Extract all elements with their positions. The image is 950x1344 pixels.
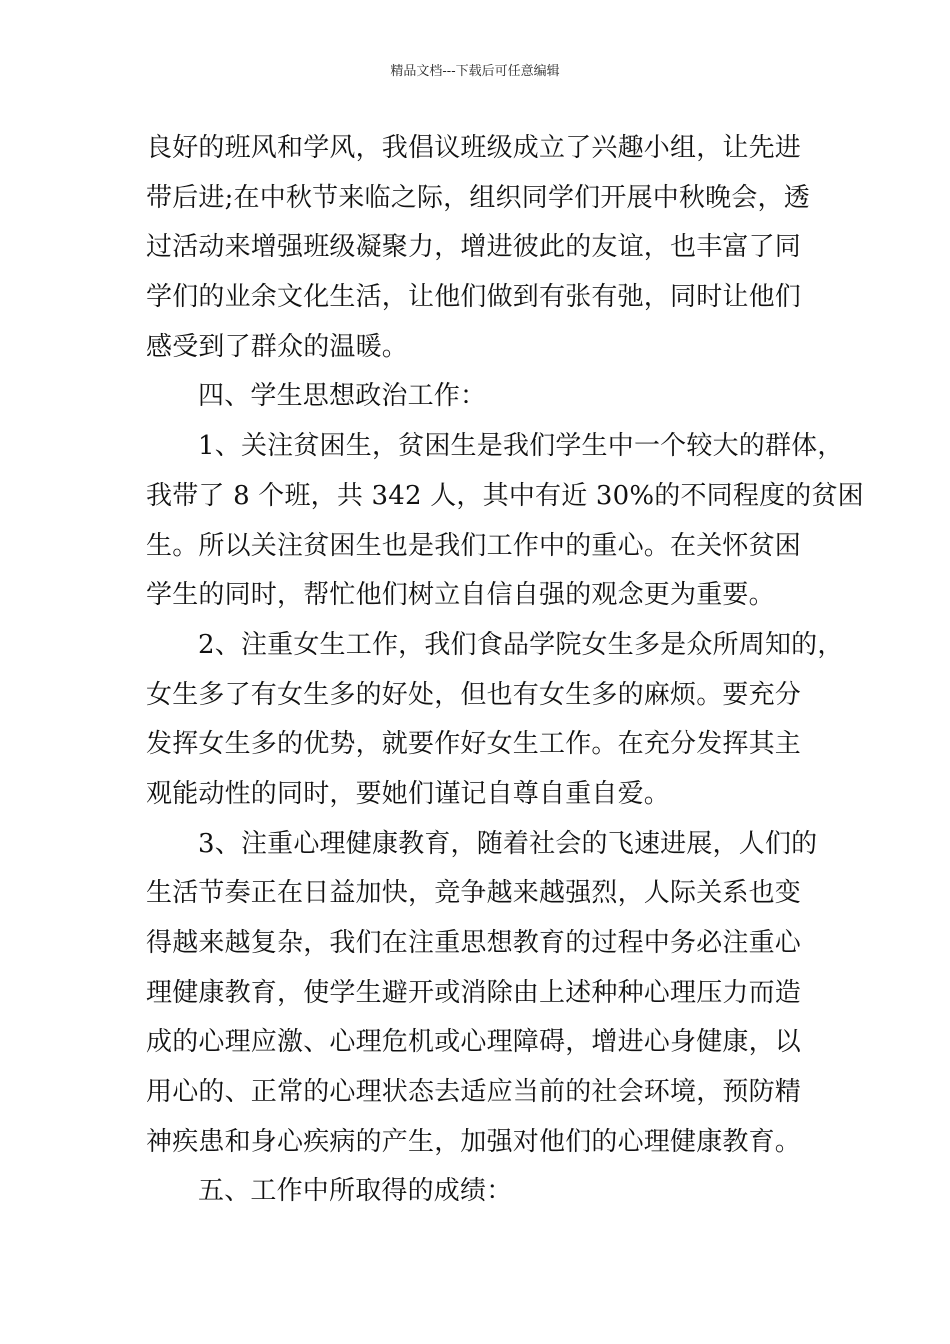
text-line: 神疾患和身心疾病的产生，加强对他们的心理健康教育。 [146, 1126, 802, 1157]
text-line: 感受到了群众的温暖。 [146, 331, 409, 362]
text-line: 1、关注贫困生，贫困生是我们学生中一个较大的群体， [198, 431, 844, 462]
text-line: 成的心理应激、心理危机或心理障碍，增进心身健康，以 [146, 1027, 802, 1058]
text-line: 2、注重女生工作，我们食品学院女生多是众所周知的， [198, 629, 844, 660]
text-line: 3、注重心理健康教育，随着社会的飞速进展，人们的 [198, 828, 818, 859]
text-line: 学生的同时，帮忙他们树立自信自强的观念更为重要。 [146, 580, 775, 611]
text-line: 理健康教育，使学生避开或消除由上述种种心理压力而造 [146, 977, 802, 1008]
text-line: 过活动来增强班级凝聚力，增进彼此的友谊，也丰富了同 [146, 232, 802, 263]
text-line: 女生多了有女生多的好处，但也有女生多的麻烦。要充分 [146, 679, 802, 710]
text-line: 观能动性的同时，要她们谨记自尊自重自爱。 [146, 778, 671, 809]
text-line: 发挥女生多的优势，就要作好女生工作。在充分发挥其主 [146, 729, 802, 760]
page-header: 精品文档---下载后可任意编辑 [390, 64, 560, 79]
section-heading: 四、学生思想政治工作： [198, 381, 487, 412]
text-line: 带后进;在中秋节来临之际，组织同学们开展中秋晚会，透 [146, 182, 810, 213]
text-line: 得越来越复杂，我们在注重思想教育的过程中务必注重心 [146, 928, 802, 958]
text-line: 我带了 8 个班，共 342 人，其中有近 30%的不同程度的贫困 [146, 480, 864, 511]
text-line: 生。所以关注贫困生也是我们工作中的重心。在关怀贫困 [146, 530, 802, 561]
text-line: 用心的、正常的心理状态去适应当前的社会环境，预防精 [146, 1077, 802, 1108]
text-line: 生活节奏正在日益加快，竞争越来越强烈，人际关系也变 [146, 878, 802, 909]
document-body [146, 124, 864, 1217]
text-line: 学们的业余文化生活，让他们做到有张有弛，同时让他们 [146, 282, 802, 313]
section-heading: 五、工作中所取得的成绩： [198, 1176, 513, 1207]
text-line: 良好的班风和学风，我倡议班级成立了兴趣小组，让先进 [146, 133, 802, 163]
